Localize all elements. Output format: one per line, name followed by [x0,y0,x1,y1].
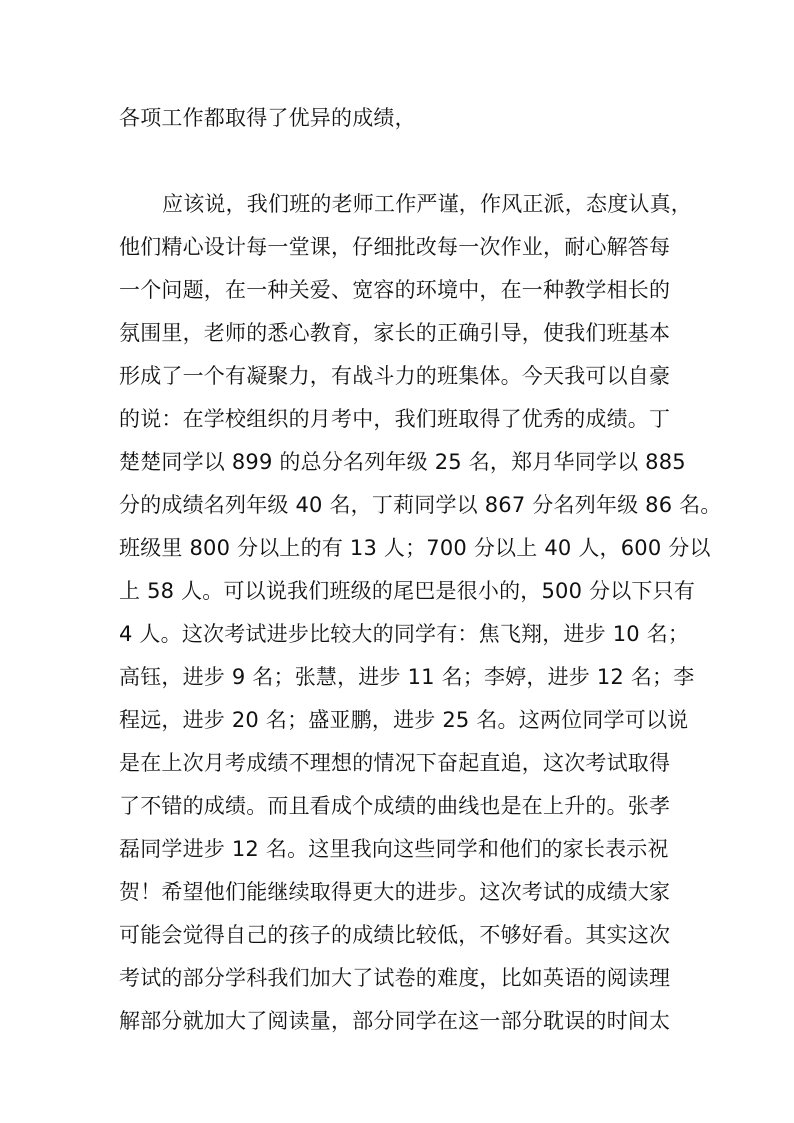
paragraph-line: 可能会觉得自己的孩子的成绩比较低，不够好看。其实这次 [119,923,671,947]
paragraph-line: 他们精心设计每一堂课，仔细批改每一次作业，耐心解答每 [119,235,671,259]
paragraph-line: 形成了一个有凝聚力，有战斗力的班集体。今天我可以自豪 [119,364,671,388]
paragraph-line: 的说：在学校组织的月考中，我们班取得了优秀的成绩。丁 [119,407,671,431]
paragraph-line: 上 58 人。可以说我们班级的尾巴是很小的，500 分以下只有 [119,579,696,603]
paragraph-line: 考试的部分学科我们加大了试卷的难度，比如英语的阅读理 [119,966,671,990]
paragraph-line: 各项工作都取得了优异的成绩， [119,106,416,130]
paragraph-line: 分的成绩名列年级 40 名，丁莉同学以 867 分名列年级 86 名。 [119,493,722,517]
paragraph-line: 磊同学进步 12 名。这里我向这些同学和他们的家长表示祝 [119,837,669,861]
paragraph-line: 高钰，进步 9 名；张慧，进步 11 名；李婷，进步 12 名；李 [119,665,695,689]
paragraph-line: 贺！希望他们能继续取得更大的进步。这次考试的成绩大家 [119,880,671,904]
paragraph-line: 解部分就加大了阅读量，部分同学在这一部分耽误的时间太 [119,1009,671,1033]
paragraph-line: 4 人。这次考试进步比较大的同学有：焦飞翔，进步 10 名； [119,622,690,646]
paragraph-line: 程远，进步 20 名；盛亚鹏，进步 25 名。这两位同学可以说 [119,708,689,732]
paragraph-line: 氛围里，老师的悉心教育，家长的正确引导，使我们班基本 [119,321,671,345]
paragraph-line: 一个问题，在一种关爱、宽容的环境中，在一种教学相长的 [119,278,671,302]
paragraph-line: 是在上次月考成绩不理想的情况下奋起直追，这次考试取得 [119,751,671,775]
paragraph-line: 应该说，我们班的老师工作严谨，作风正派，态度认真， [162,192,692,216]
paragraph-line: 班级里 800 分以上的有 13 人；700 分以上 40 人，600 分以 [119,536,711,560]
paragraph-line: 楚楚同学以 899 的总分名列年级 25 名，郑月华同学以 885 [119,450,686,474]
paragraph-line: 了不错的成绩。而且看成个成绩的曲线也是在上升的。张孝 [119,794,671,818]
